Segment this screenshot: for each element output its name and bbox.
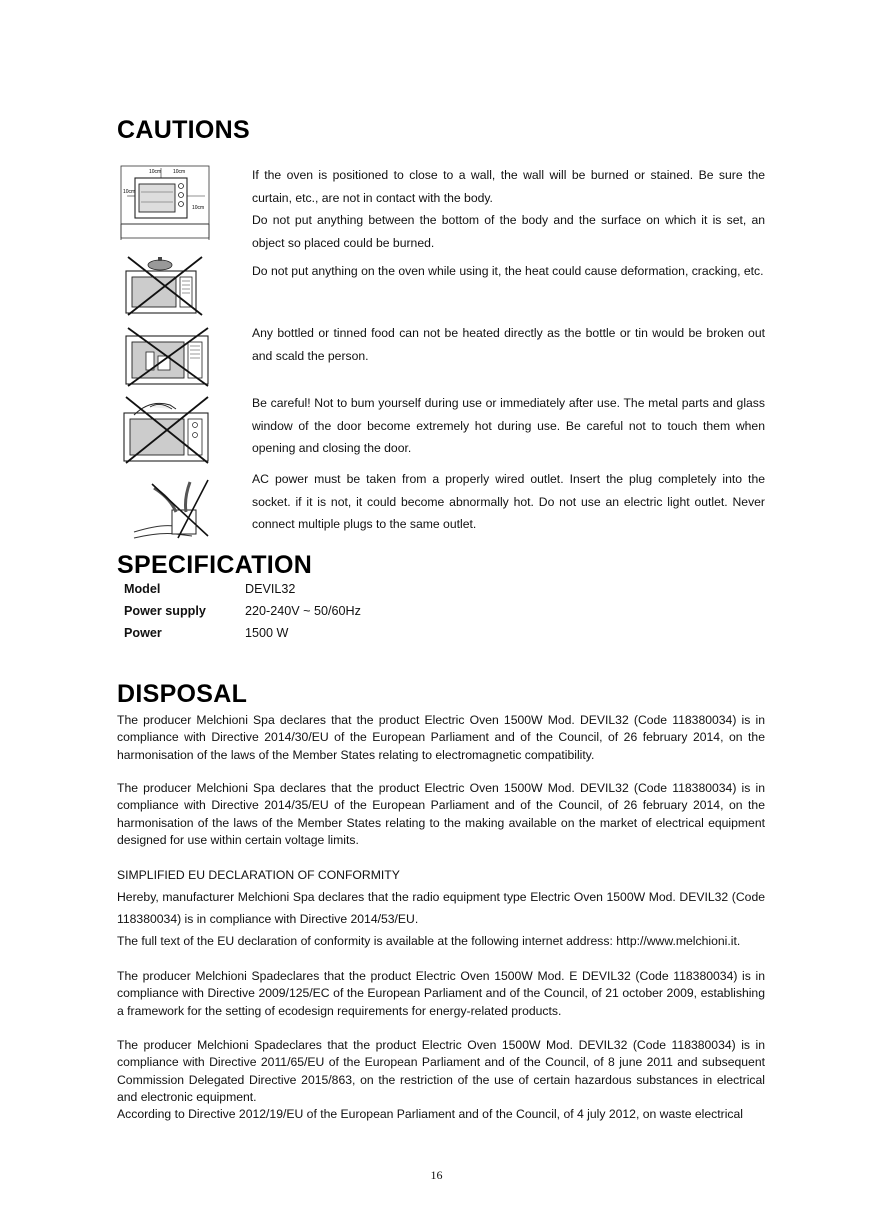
caution-line: AC power must be taken from a properly wired outlet. Insert the plug completely into the socket. if it is not, it could become abnormally hot. Do not use an electric light outlet. Never connect multiple plugs to the same outlet. [252, 472, 765, 531]
specification-title: SPECIFICATION [117, 551, 313, 579]
multiple-plugs-warning-icon [130, 476, 216, 542]
spec-label: Power supply [124, 604, 206, 618]
caution-line: Do not put anything on the oven while using it, the heat could cause deformation, cracking, etc. [252, 264, 764, 278]
hot-door-warning-icon [120, 395, 214, 465]
caution-line: Do not put anything between the bottom of the body and the surface on which it is set, an object so placed could be burned. [252, 213, 765, 250]
disposal-paragraph-5: According to Directive 2012/19/EU of the European Parliament and of the Council, of 4 july 2012, on waste electrical [117, 1107, 743, 1121]
eu-declaration-text: Hereby, manufacturer Melchioni Spa declares that the radio equipment type Electric Oven 1500W Mod. DEVIL32 (Code 118380034) is in compliance with Directive 2014/53/EU. [117, 890, 765, 926]
no-objects-on-oven-icon [120, 255, 210, 317]
disposal-paragraph-4: The producer Melchioni Spadeclares that the product Electric Oven 1500W Mod. DEVIL32 (Code 118380034) is in compliance with Directive 2011/65/EU of the European Parliament and of the Council, of 8 june 2011 and subsequent Commission Delegated Directive 2015/863, on the restriction of the use of certain hazardous substances in electrical and electronic equipment. [117, 1038, 765, 1104]
disposal-paragraph-2: The producer Melchioni Spa declares that the product Electric Oven 1500W Mod. DEVIL32 (Code 118380034) is in compliance with Directive 2014/35/EU of the European Parliament and of the Council, of 26 february 2014, on the harmonisation of the laws of the Member States relating to the making available on the market of electrical equipment designed for use within certain voltage limits. [117, 781, 765, 847]
figure-label: 10cm [149, 169, 162, 175]
caution-text-1 [252, 164, 765, 254]
caution-text-5 [252, 468, 765, 536]
disposal-paragraph-1: The producer Melchioni Spa declares that the product Electric Oven 1500W Mod. DEVIL32 (Code 118380034) is in compliance with Directive 2014/30/EU of the European Parliament and of the Council, of 26 february 2014, on the harmonisation of the laws of the Member States relating to electromagnetic compatibility. [117, 713, 765, 762]
disposal-title: DISPOSAL [117, 680, 248, 708]
eu-declaration-link-text: The full text of the EU declaration of conformity is available at the following internet address: http://www.melchioni.it. [117, 934, 741, 948]
figure-label: 10cm [192, 205, 205, 211]
eu-declaration [117, 864, 765, 952]
figure-label: 10cm [123, 189, 136, 195]
no-bottled-food-icon [122, 326, 214, 388]
caution-text-4 [252, 392, 765, 460]
spec-value: 1500 W [245, 626, 289, 640]
spec-value: 220-240V ~ 50/60Hz [245, 604, 361, 618]
caution-line: Be careful! Not to bum yourself during use or immediately after use. The metal parts and glass window of the door become extremely hot during use. Be careful not to touch them when opening and closing the door. [252, 396, 765, 455]
spec-label: Power [124, 626, 162, 640]
caution-text-3 [252, 322, 765, 367]
eu-declaration-heading: SIMPLIFIED EU DECLARATION OF CONFORMITY [117, 868, 400, 882]
disposal-paragraph-3: The producer Melchioni Spadeclares that the product Electric Oven 1500W Mod. E DEVIL32 (Code 118380034) is in compliance with Directive 2009/125/EC of the European Parliament and of the Council, of 21 october 2009, establishing a framework for the setting of ecodesign requirements for energy-related products. [117, 969, 765, 1018]
caution-text-2 [252, 260, 765, 283]
spec-value: DEVIL32 [245, 582, 296, 596]
page-number: 16 [430, 1168, 443, 1182]
spec-label: Model [124, 582, 161, 596]
oven-near-wall-icon [117, 162, 213, 242]
figure-label: 10cm [173, 169, 186, 175]
caution-line: If the oven is positioned to close to a wall, the wall will be burned or stained. Be sure the curtain, etc., are not in contact with the body. [252, 168, 765, 205]
caution-line: Any bottled or tinned food can not be heated directly as the bottle or tin would be broken out and scald the person. [252, 326, 765, 363]
cautions-title: CAUTIONS [117, 116, 250, 144]
